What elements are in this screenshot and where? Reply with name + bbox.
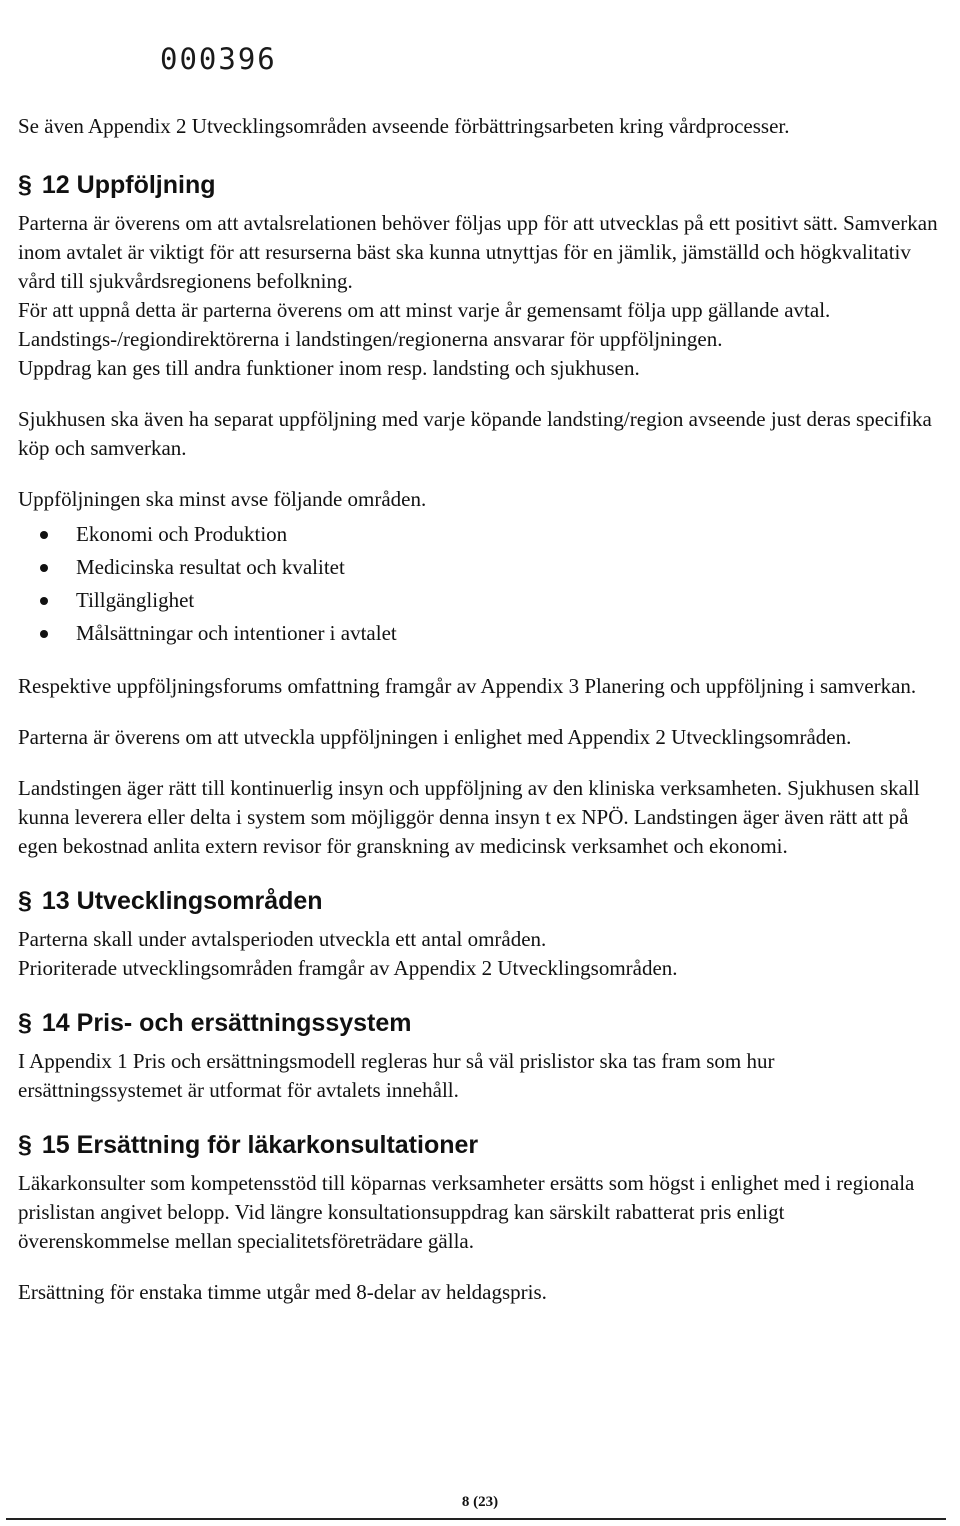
bullet-icon <box>40 630 48 638</box>
intro-paragraph: Se även Appendix 2 Utvecklingsområden avseende förbättringsarbeten kring vårdprocesser. <box>18 114 790 138</box>
s12-paragraph-6: Uppföljningen ska minst avse följande områden. <box>18 487 427 511</box>
s12-paragraph-9: Landstingen äger rätt till kontinuerlig insyn och uppföljning av den kliniska verksamheten. Sjukhusen skall kunna leverera eller delta i system som möjliggör denna insyn t ex NPÖ. Landstingen äger även rätt att på egen bekostnad anlita extern revisor för granskning av medicinsk verksamhet och ekonomi. <box>18 776 920 858</box>
section-12-heading <box>18 169 938 201</box>
section-symbol: § <box>18 1131 32 1159</box>
section-14-title: 14 Pris- och ersättningssystem <box>41 1009 412 1037</box>
s13-paragraph-2: Prioriterade utvecklingsområden framgår av Appendix 2 Utvecklingsområden. <box>18 956 678 980</box>
section-symbol: § <box>18 1009 32 1037</box>
bullet-icon <box>40 564 48 572</box>
s12-paragraph-5: Sjukhusen ska även ha separat uppföljning med varje köpande landsting/region avseende just deras specifika köp och samverkan. <box>18 407 932 460</box>
s12-paragraph-7: Respektive uppföljningsforums omfattning framgår av Appendix 3 Planering och uppföljning i samverkan. <box>18 674 917 698</box>
document-body <box>18 112 938 1307</box>
page-number: 8 (23) <box>461 1494 499 1510</box>
s12-paragraph-3: Landstings-/regiondirektörerna i landstingen/regionerna ansvarar för uppföljningen. <box>18 327 723 351</box>
list-item <box>18 617 938 650</box>
section-13-title: 13 Utvecklingsområden <box>41 887 323 915</box>
footer-divider <box>6 1518 946 1520</box>
section-15-title: 15 Ersättning för läkarkonsultationer <box>41 1131 479 1159</box>
section-15-heading <box>18 1129 938 1161</box>
list-item-text: Ekonomi och Produktion <box>76 522 288 546</box>
list-item <box>18 584 938 617</box>
bullet-icon <box>40 531 48 539</box>
s12-paragraph-1: Parterna är överens om att avtalsrelationen behöver följas upp för att utvecklas på ett positivt sätt. Samverkan inom avtalet är viktigt för att resurserna bäst ska kunna utnyttjas för en jämlik, jämställd och högkvalitativ vård till sjukvårdsregionens befolkning. <box>18 211 938 293</box>
list-item <box>18 551 938 584</box>
s12-paragraph-4: Uppdrag kan ges till andra funktioner inom resp. landsting och sjukhusen. <box>18 356 640 380</box>
archive-stamp-number: 000396 <box>160 42 277 76</box>
section-symbol: § <box>18 171 32 199</box>
list-item-text: Tillgänglighet <box>76 588 195 612</box>
s14-paragraph-1: I Appendix 1 Pris och ersättningsmodell regleras hur så väl prislistor ska tas fram som hur ersättningssystemet är utformat för avtalets innehåll. <box>18 1049 775 1102</box>
s15-paragraph-1: Läkarkonsulter som kompetensstöd till köparnas verksamheter ersätts som högst i enlighet med i regionala prislistan angivet belopp. Vid längre konsultationsuppdrag kan särskilt rabatterat pris enligt överenskommelse mellan specialitetsföreträdare gälla. <box>18 1171 915 1253</box>
list-item <box>18 518 938 551</box>
section-symbol: § <box>18 887 32 915</box>
bullet-icon <box>40 597 48 605</box>
s12-paragraph-2: För att uppnå detta är parterna överens om att minst varje år gemensamt följa upp gällande avtal. <box>18 298 831 322</box>
section-13-heading <box>18 885 938 917</box>
s13-paragraph-1: Parterna skall under avtalsperioden utveckla ett antal områden. <box>18 927 547 951</box>
s12-paragraph-8: Parterna är överens om att utveckla uppföljningen i enlighet med Appendix 2 Utvecklingsområden. <box>18 725 852 749</box>
section-12-title: 12 Uppföljning <box>41 171 216 199</box>
section-14-heading <box>18 1007 938 1039</box>
list-item-text: Målsättningar och intentioner i avtalet <box>76 621 397 645</box>
s15-paragraph-2: Ersättning för enstaka timme utgår med 8-delar av heldagspris. <box>18 1280 547 1304</box>
list-item-text: Medicinska resultat och kvalitet <box>76 555 345 579</box>
followup-areas-list <box>18 518 938 650</box>
